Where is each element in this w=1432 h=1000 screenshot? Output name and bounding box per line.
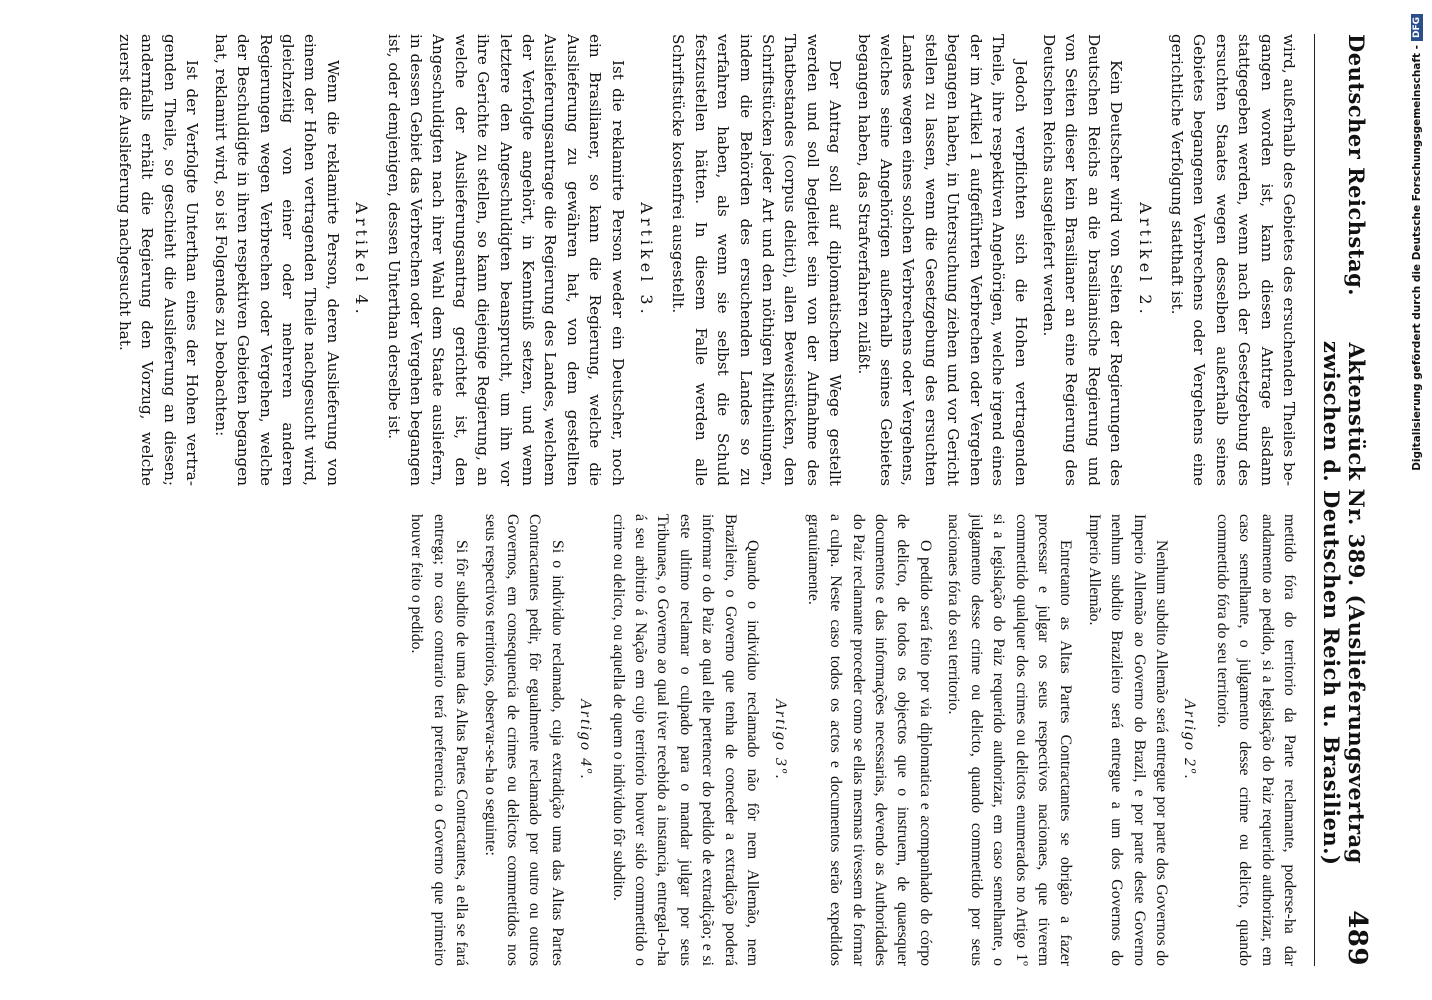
article-heading: Artikel 2. [1135, 202, 1155, 318]
paragraph: Entretanto as Altas Partes Contractantes se obrigão a fazer processar e julgar os seus respectivos nacionaes, que tiverem commettido qualquer dos crimes ou delictos enumerados no Artigo 1º si a legislação do Paiz requerido authorizar, em caso semelhante, o julgamento desse crime ou delicto, quando commettido por seus nacionaes fóra do seu territorio. [945, 514, 1075, 966]
paragraph: Si fôr subdito de uma das Altas Partes Contractantes, a ella se fará entrega; no caso contrario terá preferencia o Governo que primeiro houver feito o pedido. [408, 514, 471, 966]
paragraph: Wenn die reklamirte Person, deren Auslieferung von einem der Hohen vertragenden Theile nachgesucht wird, gleichzeitig von einer oder mehreren anderen Regierungen wegen Verbrechen oder Vergehen, welche der Beschuldigte in ihren respektiven Gebieten begangen hat, reklamirt wird, so ist Folgendes zu beobachten: [211, 34, 342, 486]
paragraph: Si o individuo reclamado, cuja extradição uma das Altas Partes Contractantes pedir, fôr egualmente reclamado por outro ou outros Governos, em consequencia de crimes ou delictos commettidos nos seus respectivos territorios, observar-se-ha o seguinte: [481, 514, 566, 966]
paragraph: wird, außerhalb des Gebietes des ersuchenden Theiles begangen worden ist, kann diesen Antrage alsdann stattgegeben werden, wenn nach der Gesetzgebung des ersuchten Staates wegen desselben außerhalb seines Gebietes begangenen Verbrechens oder Vergehens eine gerichtliche Verfolgung statthaft ist. [1167, 34, 1298, 486]
digitization-credit [1402, 0, 1432, 1000]
article-heading: Artigo 4º. [577, 699, 595, 781]
digitization-sidebar [1402, 0, 1432, 1000]
paragraph: Quando o individuo reclamado não fôr nem Allemão, nem Brazileiro, o Governo que tenha de conceder a extradição poderá informar o do Paiz ao qual elle pertencer do pedido de extradição; e si este ultimo reclamar o culpado para o mandar julgar por seus Tribunaes, o Governo ao qual tiver recebido a instancia, entregal-o-ha á seu arbitrio á Nação em cujo territorio houver sido commettido o crime ou delicto, ou aquella de quem o individuo fôr subdito. [609, 514, 762, 966]
credit-text: Digitalisierung gefördert durch die Deutsche Forschungsgemeinschaft - [1411, 45, 1423, 471]
paragraph: Nenhum subdito Allemão será entregue por parte dos Governos do Imperio Allemão ao Governo do Brazil, e por parte deste Governo nenhum subdito Brazileiro será entregue a um dos Governos do Imperio Allemão. [1085, 514, 1170, 966]
two-column-body [108, 34, 1300, 966]
article-heading: Artikel 3. [637, 202, 657, 318]
paragraph: Der Antrag soll auf diplomatischem Wege gestellt werden und soll begleitet sein von der Aufnahme des Thatbestandes (corpus delicti), allen Beweisstücken, den Schriftstücken jeder Art und den nöthigen Mittheilungen, indem die Behörden des ersuchenden Landes so zu verfahren haben, als wenn sie selbst die Schuld festzustellen hätten. In diesem Falle werden alle Schriftstücke kostenfrei ausgestellt. [669, 34, 845, 486]
paragraph: Kein Deutscher wird von Seiten der Regierungen des Deutschen Reichs an die brasilianische Regierung und von Seiten dieser kein Brasilianer an eine Regierung des Deutschen Reichs ausgeliefert werden. [1039, 34, 1126, 486]
page-number: 489 [1342, 910, 1372, 966]
paragraph: Ist der Verfolgte Unterthan eines der Hohen vertragenden Theile, so geschieht die Auslieferung an diesen; andernfalls erhält die Regierung den Vorzug, welche zuerst die Auslieferung nachgesucht hat. [116, 34, 202, 486]
page-header [1314, 34, 1372, 966]
paragraph: mettido fóra do territorio da Parte reclamante, poderse-ha dar andamento ao pedido, si a legislação do Paiz requerido authorizar, em caso semelhante, o julgamento desse crime ou delicto, quando commettido fóra do seu territorio. [1213, 514, 1298, 966]
header-left: Deutscher Reichstag. [1344, 34, 1369, 297]
portuguese-column [108, 514, 1300, 966]
paragraph: Jedoch verpflichten sich die Hohen vertragenden Theile, ihre respektiven Angehörigen, welche irgend eines der im Artikel 1 aufgeführten Verbrechen oder Vergehen begangen haben, in Untersuchung ziehen und vor Gericht stellen zu lassen, wenn die Gesetzgebung des ersuchten Landes wegen eines solchen Verbrechens oder Vergehens, welches seine Angehörigen außerhalb seines Gebietes begangen haben, das Strafverfahren zuläßt. [854, 34, 1030, 486]
article-heading: Artigo 2º. [1181, 699, 1199, 781]
article-heading: Artigo 3º. [772, 699, 790, 781]
dfg-logo: DFG [1411, 14, 1423, 41]
article-heading: Artikel 4. [352, 202, 372, 318]
german-column [108, 34, 1300, 486]
paragraph: Ist die reklamirte Person weder ein Deutscher, noch ein Brasilianer, so kann die Regierung, welche die Auslieferung zu gewähren hat, von dem gestellten Auslieferungsantrage die Regierung des Landes, welchem der Verfolgte angehört, in Kenntniß setzen, und wenn letztere den Angeschuldigten beansprucht, um ihn vor ihre Gerichte zu stellen, so kann diejenige Regierung, an welche der Auslieferungsantrag gerichtet ist, den Angeschuldigten nach ihrer Wahl dem Staate ausliefern, in dessen Gebiet das Verbrechen oder Vergehen begangen ist, oder demjenigen, dessen Unterthan derselbe ist. [384, 34, 627, 486]
paragraph: O pedido será feito por via diplomatica e acompanhado do córpo de delicto, de todos os objectos que o instruem, de quaesquer documentos e das informações necessarias, devendo as Authoridades do Paiz reclamante proceder como se ellas mesmas tivessem de formar a culpa. Neste caso todos os actos e documentos serão expedidos gratuitamente. [804, 514, 934, 966]
header-title: Aktenstück Nr. 389. (Auslieferungsvertrag zwischen d. Deutschen Reich u. Brasilien.) [1319, 340, 1369, 866]
